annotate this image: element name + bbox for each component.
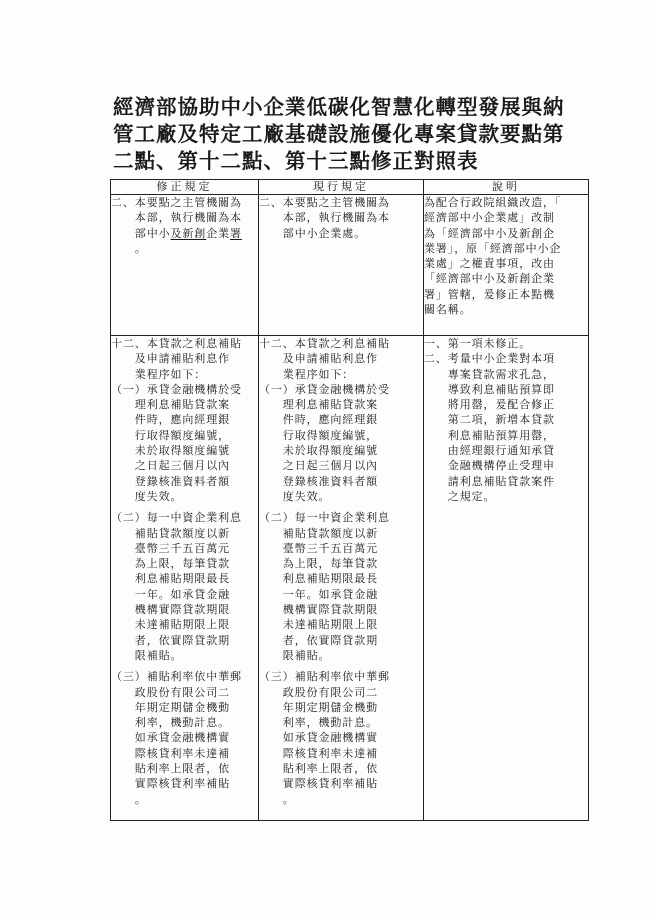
text-line: 專案貸款需求孔急， xyxy=(424,367,555,381)
title-line: 管工廠及特定工廠基礎設施優化專案貸款要點第 xyxy=(113,122,565,146)
text-line: 貼利率上限者，依 xyxy=(259,762,378,776)
text-line: 十二、本貸款之利息補貼 xyxy=(111,337,242,350)
text-line: 實際核貸利率補貼 xyxy=(111,777,230,791)
text-line: 及申請補貼利息作 xyxy=(259,352,378,366)
table-header-row xyxy=(111,180,589,195)
title-line: 經濟部協助中小企業低碳化智慧化轉型發展與納 xyxy=(113,95,565,119)
text-line: 為上限，每筆貸款 xyxy=(259,557,378,571)
text-line: 經濟部中小企業處」改制 xyxy=(424,211,555,225)
text-line: （一）承貸金融機構於受 xyxy=(259,382,390,396)
text-line: （二）每一中資企業利息 xyxy=(259,511,390,525)
text-line: 補貼貸款額度以新 xyxy=(259,526,378,540)
text-line: 利息補貼期限最長 xyxy=(259,572,378,586)
text-line: 件時，應向經理銀 xyxy=(259,413,378,427)
comparison-table xyxy=(110,179,589,821)
text-line: 部中小企業處。 xyxy=(259,226,367,240)
text-line: 業程序如下： xyxy=(111,367,207,381)
text-line: 利率，機動計息。 xyxy=(111,716,230,730)
text-line: 補貼貸款額度以新 xyxy=(111,526,230,540)
text-line: （三）補貼利率依中華郵 xyxy=(111,670,242,684)
text-line: 將用罄，爰配合修正 xyxy=(424,398,555,412)
text-line: 限補貼。 xyxy=(259,648,331,662)
text-line: 二、考量中小企業對本項 xyxy=(424,352,555,366)
text-line: 年期定期儲金機動 xyxy=(111,700,230,714)
text-line: 政股份有限公司二 xyxy=(111,685,230,699)
text-line: 二、本要點之主管機關為 xyxy=(111,196,242,209)
text-line-amended: 部中小及新創企業署 xyxy=(111,226,242,240)
text-line: 際核貸利率未達補 xyxy=(259,746,378,760)
text-line: 如承貸金融機構實 xyxy=(111,731,230,745)
text-line: 利息補貼期限最長 xyxy=(111,572,230,586)
text-line: 。 xyxy=(111,792,147,806)
text-line: （二）每一中資企業利息 xyxy=(111,511,242,525)
table-row xyxy=(111,195,589,336)
text-line: 導致利息補貼預算即 xyxy=(424,382,555,396)
text-line: 及申請補貼利息作 xyxy=(111,352,230,366)
text-line: 一、第一項未修正。 xyxy=(424,337,532,350)
text-line: 如承貸金融機構實 xyxy=(259,731,378,745)
text-line: 登錄核准資料者額 xyxy=(259,474,378,488)
text-line: 「經濟部中小及新創企業 xyxy=(424,272,555,286)
cell-current xyxy=(259,195,424,336)
text-line: 度失效。 xyxy=(111,489,183,503)
text-line: 實際核貸利率補貼 xyxy=(259,777,378,791)
text-line: 一年。如承貸金融 xyxy=(111,587,230,601)
document-title xyxy=(113,94,593,175)
text-line: 十二、本貸款之利息補貼 xyxy=(259,337,390,350)
text-line: 之規定。 xyxy=(424,489,496,503)
header-explanation: 說明 xyxy=(424,180,589,195)
text-line: 臺幣三千五百萬元 xyxy=(111,541,230,555)
text-line: 理利息補貼貸款案 xyxy=(111,398,230,412)
text-line: 際核貸利率未達補 xyxy=(111,746,230,760)
text-line: 未於取得額度編號 xyxy=(111,444,230,458)
text-line: 年期定期儲金機動 xyxy=(259,700,378,714)
header-revised: 修正規定 xyxy=(111,180,259,195)
text-line: 利率，機動計息。 xyxy=(259,716,378,730)
text-line: 本部，執行機關為本 xyxy=(111,211,242,225)
text-line: 臺幣三千五百萬元 xyxy=(259,541,378,555)
text-line: 請利息補貼貸款案件 xyxy=(424,474,555,488)
text-line: 關名稱。 xyxy=(424,303,472,317)
text-line: 貼利率上限者，依 xyxy=(111,762,230,776)
text-line: 者，依實際貸款期 xyxy=(111,633,230,647)
text-line: 金融機構停止受理申 xyxy=(424,459,555,473)
cell-current xyxy=(259,336,424,821)
text-line: 政股份有限公司二 xyxy=(259,685,378,699)
text-line: 未於取得額度編號 xyxy=(259,444,378,458)
text-line: 為「經濟部中小及新創企 xyxy=(424,226,555,240)
text-line: 行取得額度編號， xyxy=(111,428,230,442)
text-line: （一）承貸金融機構於受 xyxy=(111,382,242,396)
text-line: （三）補貼利率依中華郵 xyxy=(259,670,390,684)
header-current: 現行規定 xyxy=(259,180,424,195)
text-line: 第二項，新增本貸款 xyxy=(424,413,555,427)
text-line: 業程序如下： xyxy=(259,367,355,381)
text-line: 由經理銀行通知承貸 xyxy=(424,444,555,458)
text-line: 本部，執行機關為本 xyxy=(259,211,390,225)
text-line: 度失效。 xyxy=(259,489,331,503)
text-line: 為配合行政院組織改造，「 xyxy=(424,196,562,209)
text-line: 限補貼。 xyxy=(111,648,183,662)
text-line: 為上限，每筆貸款 xyxy=(111,557,230,571)
text-line: 未達補貼期限上限 xyxy=(259,618,378,632)
text-line: 一年。如承貸金融 xyxy=(259,587,378,601)
text-line: 之日起三個月以內 xyxy=(259,459,378,473)
text-line: 。 xyxy=(111,241,147,255)
text-line: 機構實際貸款期限 xyxy=(259,603,378,617)
text-line: 者，依實際貸款期 xyxy=(259,633,378,647)
text-line: 二、本要點之主管機關為 xyxy=(259,196,390,209)
cell-explanation xyxy=(424,336,589,821)
text-line: 理利息補貼貸款案 xyxy=(259,398,378,412)
text-line: 署」管轄，爰修正本點機 xyxy=(424,287,555,301)
title-line: 二點、第十二點、第十三點修正對照表 xyxy=(113,149,479,173)
text-line: 。 xyxy=(259,792,295,806)
text-line: 未達補貼期限上限 xyxy=(111,618,230,632)
text-line: 之日起三個月以內 xyxy=(111,459,230,473)
cell-revised xyxy=(111,195,259,336)
text-line: 行取得額度編號， xyxy=(259,428,378,442)
text-line: 利息補貼預算用罄， xyxy=(424,428,555,442)
text-line: 登錄核准資料者額 xyxy=(111,474,230,488)
text-line: 件時，應向經理銀 xyxy=(111,413,230,427)
cell-explanation xyxy=(424,195,589,336)
text-line: 業署」，原「經濟部中小企 xyxy=(424,241,562,255)
table-row xyxy=(111,336,589,821)
cell-revised xyxy=(111,336,259,821)
text-line: 機構實際貸款期限 xyxy=(111,603,230,617)
text-line: 業處」之權責事項，改由 xyxy=(424,257,555,271)
